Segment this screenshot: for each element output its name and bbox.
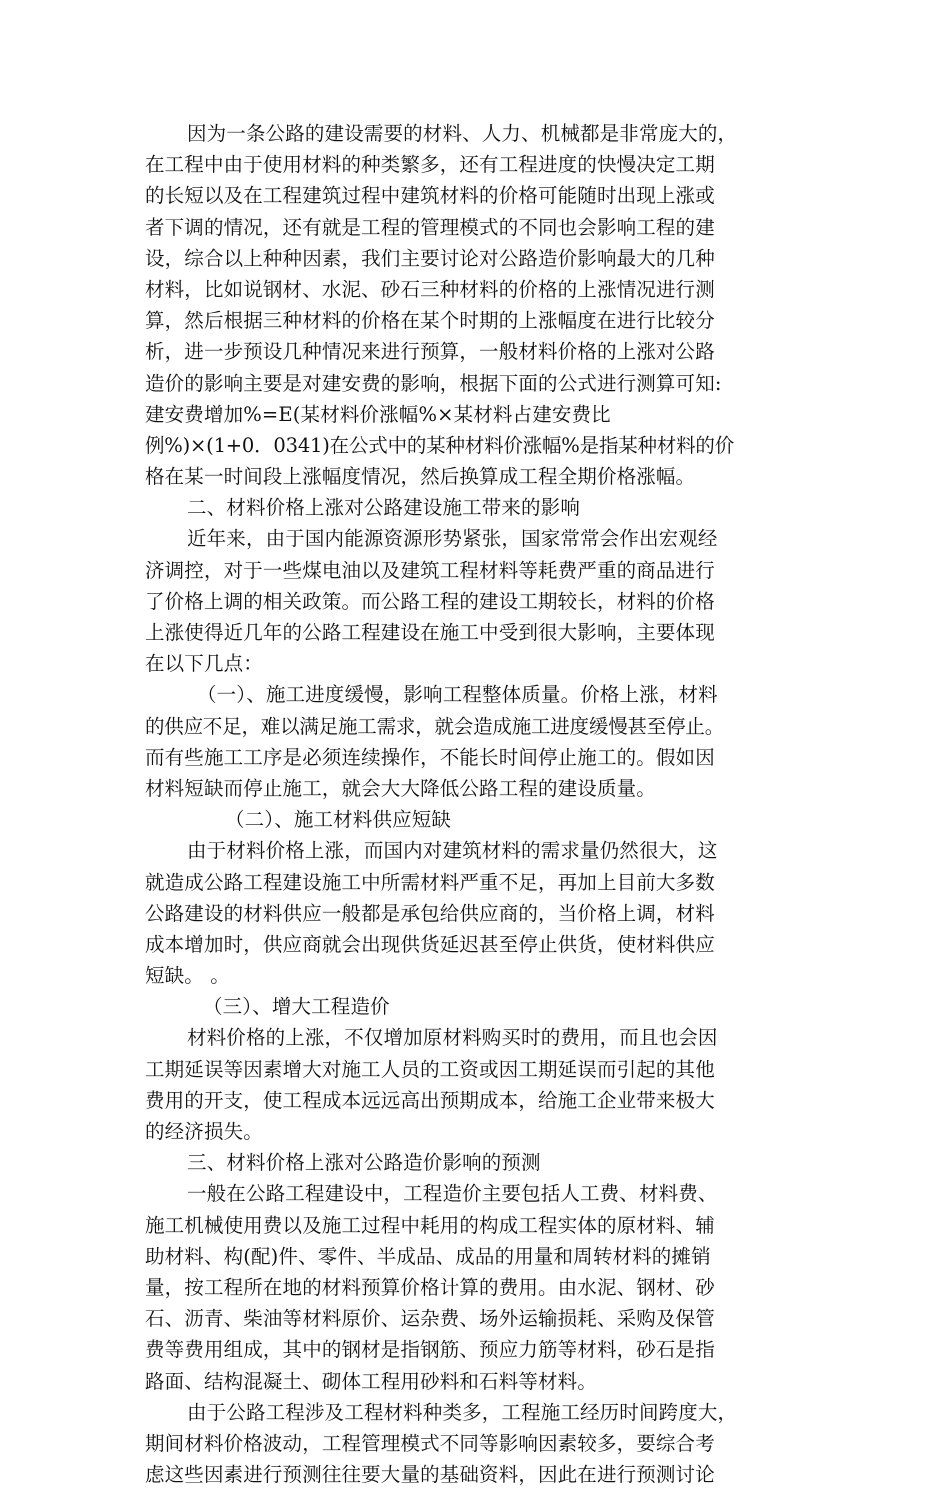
text-line: 设，综合以上种种因素，我们主要讨论对公路造价影响最大的几种 [145, 246, 715, 270]
text-line: 由于材料价格上涨，而国内对建筑材料的需求量仍然很大，这 [187, 839, 718, 863]
text-line: 格在某一时间段上涨幅度情况，然后换算成工程全期价格涨幅。 [145, 465, 696, 489]
section-heading: 三、材料价格上涨对公路造价影响的预测 [187, 1151, 541, 1175]
document-body [145, 118, 805, 1490]
text-line: 虑这些因素进行预测往往要大量的基础资料，因此在进行预测讨论 [145, 1463, 715, 1487]
text-line: 在以下几点： [145, 652, 263, 676]
text-line: 期间材料价格波动，工程管理模式不同等影响因素较多，要综合考 [145, 1431, 715, 1455]
text-line: 因为一条公路的建设需要的材料、人力、机械都是非常庞大的， [187, 122, 738, 145]
text-line: 材料价格的上涨，不仅增加原材料购买时的费用，而且也会因 [187, 1026, 718, 1050]
section-heading: 二、材料价格上涨对公路建设施工带来的影响 [187, 496, 581, 520]
text-line: 上涨使得近几年的公路工程建设在施工中受到很大影响，主要体现 [145, 621, 715, 644]
text-line: 量，按工程所在地的材料预算价格计算的费用。由水泥、钢材、砂 [145, 1275, 715, 1299]
subsection-heading: （三）、增大工程造价 [203, 995, 390, 1019]
text-line: 费等费用组成，其中的钢材是指钢筋、预应力筋等材料，砂石是指 [145, 1338, 715, 1362]
text-line: 石、沥青、柴油等材料原价、运杂费、场外运输损耗、采购及保管 [145, 1307, 715, 1331]
text-line: 路面、结构混凝土、砌体工程用砂料和石料等材料。 [145, 1369, 597, 1393]
text-line: 材料短缺而停止施工，就会大大降低公路工程的建设质量。 [145, 776, 656, 800]
text-line: 的长短以及在工程建筑过程中建筑材料的价格可能随时出现上涨或 [145, 184, 715, 208]
text-line: 由于公路工程涉及工程材料种类多，工程施工经历时间跨度大， [187, 1400, 738, 1424]
text-line: 材料，比如说钢材、水泥、砂石三种材料的价格的上涨情况进行测 [145, 277, 715, 301]
text-line: 一般在公路工程建设中，工程造价主要包括人工费、材料费、 [187, 1182, 718, 1206]
text-line: 在工程中由于使用材料的种类繁多，还有工程进度的快慢决定工期 [145, 153, 715, 177]
formula-line: 建安费增加%=E(某材料价涨幅%×某材料占建安费比 [145, 402, 611, 426]
text-line: 的供应不足，难以满足施工需求，就会造成施工进度缓慢甚至停止。 [145, 714, 725, 738]
text-line: 工期延误等因素增大对施工人员的工资或因工期延误而引起的其他 [145, 1057, 715, 1081]
text-line: 者下调的情况，还有就是工程的管理模式的不同也会影响工程的建 [145, 215, 715, 239]
text-line: 成本增加时，供应商就会出现供货延迟甚至停止供货，使材料供应 [145, 932, 715, 956]
subsection-heading: （一）、施工进度缓慢，影响工程整体质量。价格上涨，材料 [197, 683, 718, 707]
text-line: 公路建设的材料供应一般都是承包给供应商的，当价格上调，材料 [145, 901, 715, 925]
text-line: 而有些施工工序是必须连续操作，不能长时间停止施工的。假如因 [145, 745, 715, 769]
text-line: 短缺。 。 [145, 964, 230, 988]
text-line: 施工机械使用费以及施工过程中耗用的构成工程实体的原材料、辅 [145, 1213, 715, 1237]
text-line: 造价的影响主要是对建安费的影响，根据下面的公式进行测算可知: [145, 371, 722, 395]
text-line: 济调控，对于一些煤电油以及建筑工程材料等耗费严重的商品进行 [145, 558, 715, 582]
text-line: 就造成公路工程建设施工中所需材料严重不足，再加上目前大多数 [145, 870, 715, 894]
text-line: 算，然后根据三种材料的价格在某个时期的上涨幅度在进行比较分 [145, 309, 715, 333]
subsection-heading: （二）、施工材料供应短缺 [225, 808, 452, 832]
text-line: 析，进一步预设几种情况来进行预算，一般材料价格的上涨对公路 [145, 340, 715, 364]
formula-line: 例%)×(1+0．0341)在公式中的某种材料价涨幅%是指某种材料的价 [145, 433, 734, 457]
text-line: 的经济损失。 [145, 1120, 263, 1143]
text-line: 费用的开支，使工程成本远远高出预期成本，给施工企业带来极大 [145, 1088, 715, 1112]
text-line: 了价格上调的相关政策。而公路工程的建设工期较长，材料的价格 [145, 589, 715, 613]
text-line: 助材料、构(配)件、零件、半成品、成品的用量和周转材料的摊销 [145, 1244, 711, 1268]
text-line: 近年来，由于国内能源资源形势紧张，国家常常会作出宏观经 [187, 527, 718, 551]
